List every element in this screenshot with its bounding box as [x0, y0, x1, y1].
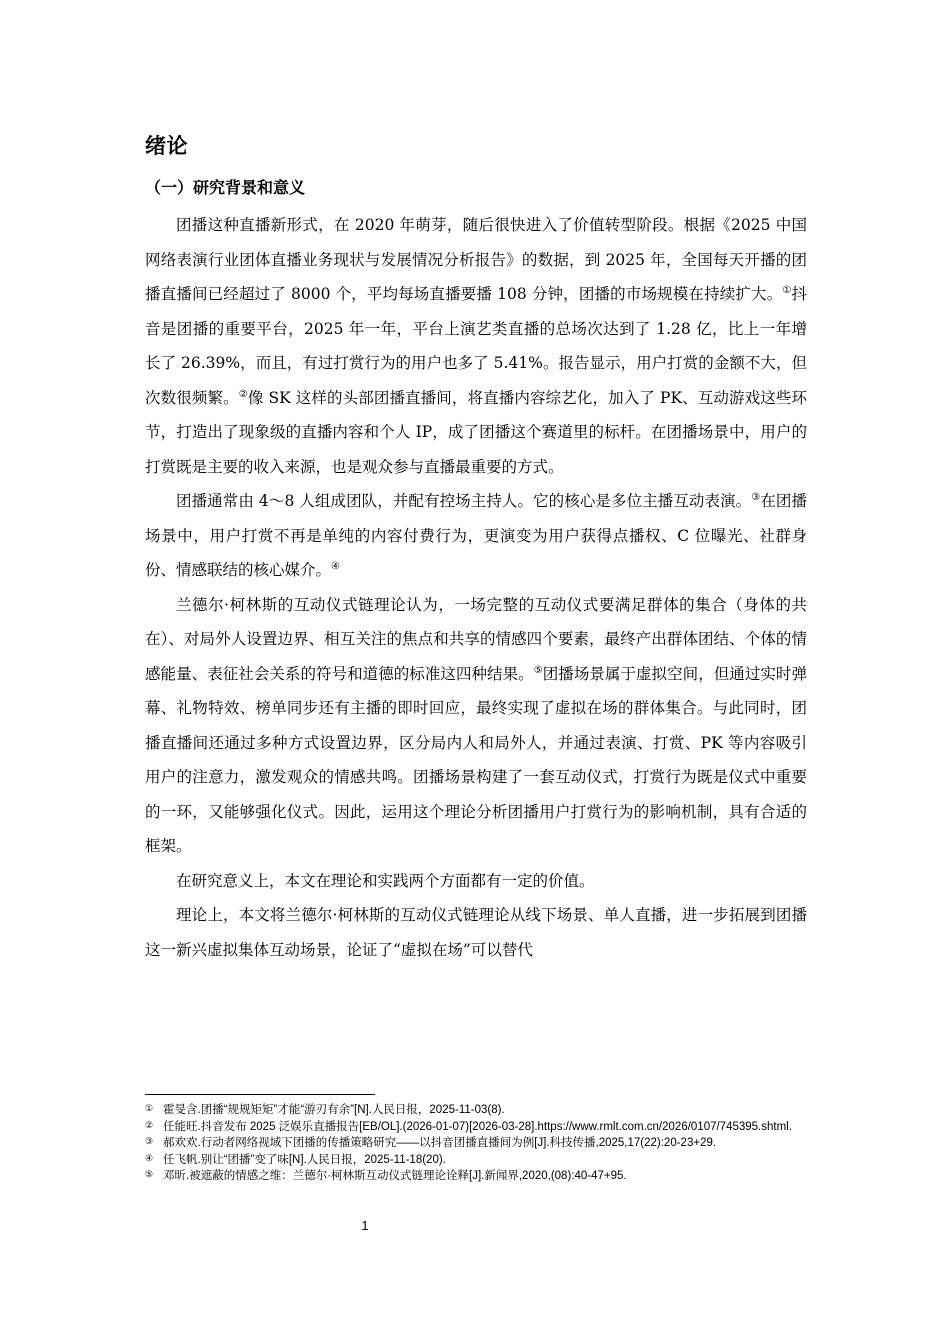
- paragraph-2: 团播通常由 4～8 人组成团队，并配有控场主持人。它的核心是多位主播互动表演。③在团播场景中，用户打赏不再是单纯的内容付费行为，更演变为用户获得点播权、C 位曝光、社群身份、情感联结的核心媒介。④: [145, 492, 807, 579]
- page-number: 1: [361, 1218, 369, 1233]
- paragraph-3: 兰德尔·柯林斯的互动仪式链理论认为，一场完整的互动仪式要满足群体的集合（身体的共在）、对局外人设置边界、相互关注的焦点和共享的情感四个要素，最终产出群体团结、个体的情感能量、表征社会关系的符号和道德的标准这四种结果。⑤团播场景属于虚拟空间，但通过实时弹幕、礼物特效、榜单同步还有主播的即时回应，最终实现了虚拟在场的群体集合。与此同时，团播直播间还通过多种方式设置边界，区分局内人和局外人，并通过表演、打赏、PK 等内容吸引用户的注意力，激发观众的情感共鸣。团播场景构建了一套互动仪式，打赏行为既是仪式中重要的一环，又能够强化仪式。因此，运用这个理论分析团播用户打赏行为的影响机制，具有合适的框架。: [145, 595, 807, 855]
- footnote-3: ③ 郝欢欢.行动者网络视域下团播的传播策略研究——以抖音团播直播间为例[J].科技传播,2025,17(22):20-23+29.: [145, 1136, 717, 1149]
- paragraph-1: 团播这种直播新形式，在 2020 年萌芽，随后很快进入了价值转型阶段。根据《2025 中国网络表演行业团体直播业务现状与发展情况分析报告》的数据，到 2025 年，全国每天开播的团播直播间已经超过了 8000 个，平均每场直播要播 108 分钟，团播的市场规模在持续扩大。①抖音是团播的重要平台，2025 年一年，平台上演艺类直播的总场次达到了 1.28 亿，比上一年增长了 26.39%，而且，有过打赏行为的用户也多了 5.41%。报告显示，用户打赏的金额不大，但次数很频繁。②像 SK 这样的头部团播直播间，将直播内容综艺化，加入了 PK、互动游戏这些环节，打造出了现象级的直播内容和个人 IP，成了团播这个赛道里的标杆。在团播场景中，用户的打赏既是主要的收入来源，也是观众参与直播最重要的方式。: [145, 216, 807, 476]
- footnote-separator: [145, 1094, 375, 1095]
- footnote-5: ⑤ 邓昕.被遮蔽的情感之维：兰德尔·柯林斯互动仪式链理论诠释[J].新闻界,2020,(08):40-47+95.: [145, 1169, 627, 1182]
- footnote-1: ① 霍旻含.团播“规规矩矩”才能“游刃有余”[N].人民日报，2025-11-03(8).: [145, 1103, 505, 1116]
- footnote-ref-3[interactable]: ③: [751, 492, 761, 503]
- footnote-ref-1[interactable]: ①: [782, 285, 792, 296]
- footnote-ref-5[interactable]: ⑤: [533, 664, 543, 676]
- footnotes: [145, 1102, 807, 1185]
- paragraph-5: 理论上，本文将兰德尔·柯林斯的互动仪式链理论从线下场景、单人直播，进一步拓展到团播这一新兴虚拟集体互动场景，论证了“虚拟在场”可以替代: [145, 906, 807, 959]
- body-text: [145, 208, 807, 967]
- paragraph-4: 在研究意义上，本文在理论和实践两个方面都有一定的价值。: [176, 871, 595, 890]
- footnote-2: ② 任能旺.抖音发布 2025 泛娱乐直播报告[EB/OL].(2026-01-07)[2026-03-28].https://www.rmlt.com.cn/2026/0107/745395.shtml.: [145, 1119, 792, 1133]
- chapter-heading: 绪论: [145, 134, 188, 158]
- footnote-ref-4[interactable]: ④: [331, 561, 340, 572]
- footnote-ref-2[interactable]: ②: [238, 388, 248, 400]
- footnote-4: ④ 任飞帆.别让“团播”变了味[N].人民日报，2025-11-18(20).: [145, 1152, 446, 1166]
- section-heading: （一）研究背景和意义: [145, 178, 306, 197]
